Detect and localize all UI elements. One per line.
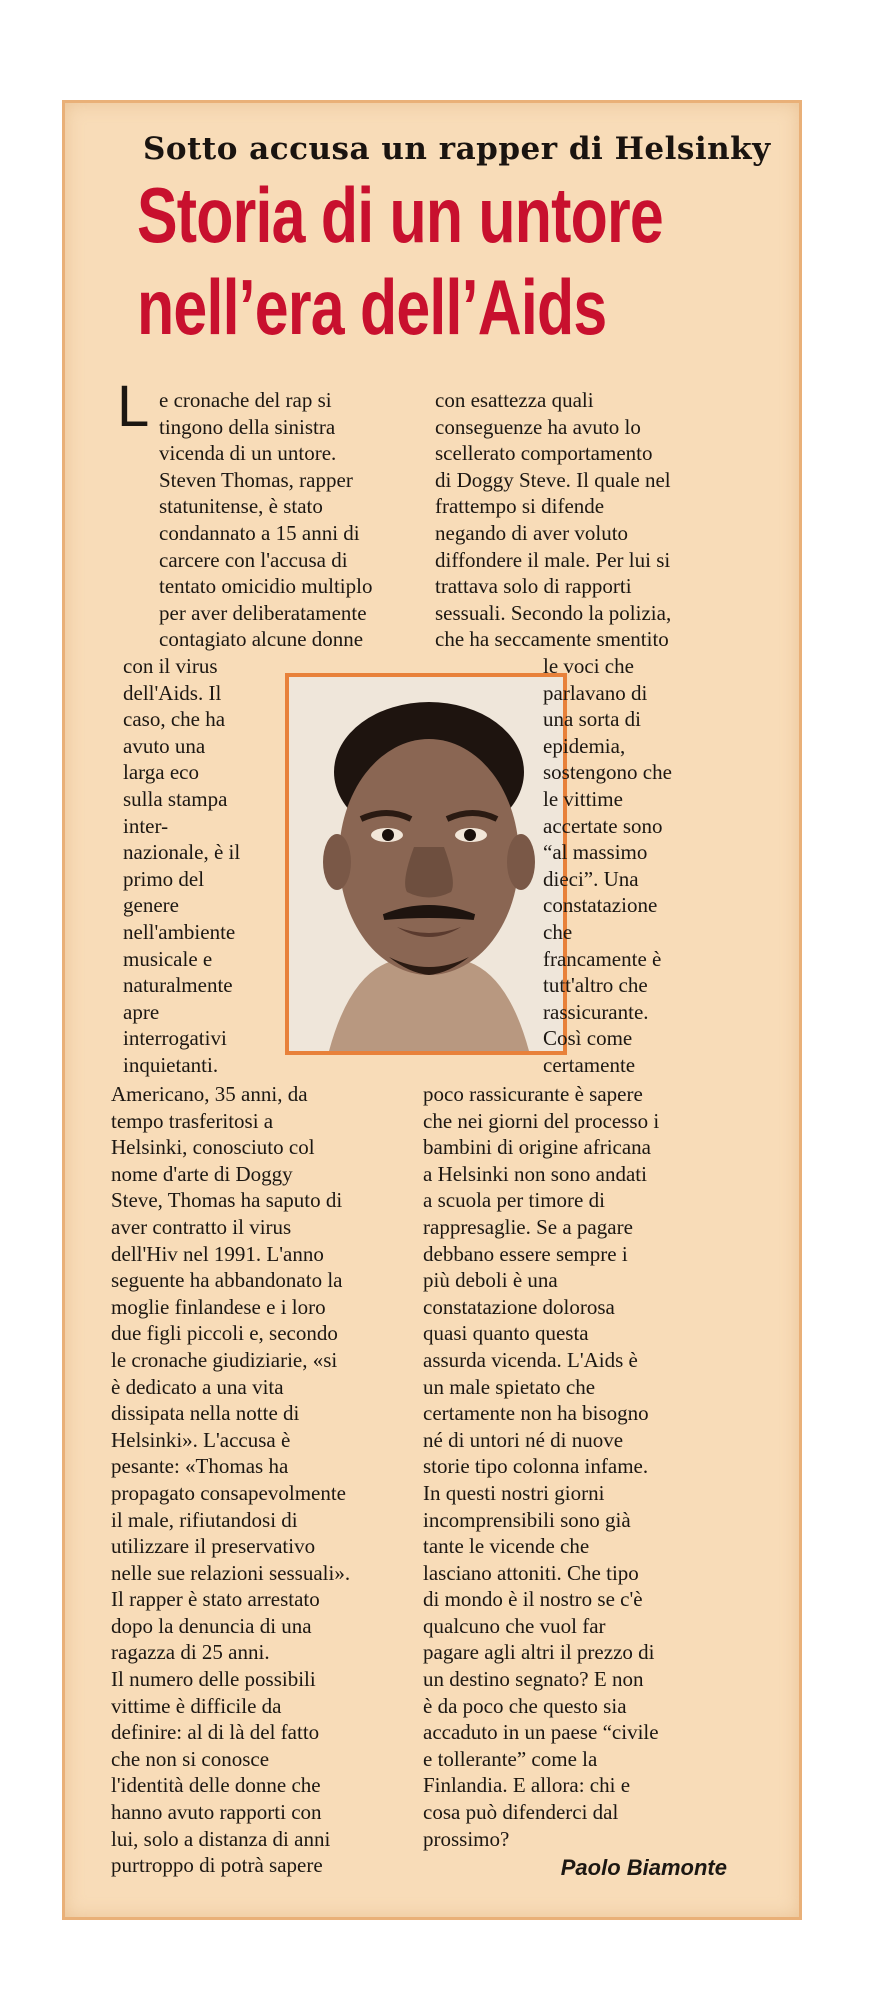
text-line: negando di aver voluto: [435, 520, 629, 545]
text-line: seguente ha abbandonato la: [111, 1268, 343, 1293]
text-line: sessuali. Secondo la polizia,: [435, 600, 672, 625]
text-line: apre: [123, 999, 160, 1024]
text-line: carcere con l'accusa di: [159, 547, 348, 572]
text-line: constatazione dolorosa: [423, 1294, 615, 1319]
text-line: debbano essere sempre i: [423, 1241, 628, 1266]
text-line: definire: al di là del fatto: [111, 1720, 320, 1745]
text-line: qualcuno che vuol far: [423, 1613, 606, 1638]
text-line: dell'Hiv nel 1991. L'anno: [111, 1241, 324, 1266]
text-line: lui, solo a distanza di anni: [111, 1826, 331, 1851]
text-line: frattempo si difende: [435, 494, 605, 519]
text-line: caso, che ha: [123, 707, 226, 732]
text-line: hanno avuto rapporti con: [111, 1800, 322, 1825]
text-line: due figli piccoli e, secondo: [111, 1321, 338, 1346]
text-line: e cronache del rap si: [159, 388, 332, 412]
text-line: In questi nostri giorni: [423, 1480, 605, 1505]
text-line: inquietanti.: [123, 1052, 219, 1077]
text-line: una sorta di: [543, 707, 641, 732]
text-line: tingono della sinistra: [159, 414, 336, 439]
text-line: dieci”. Una: [543, 866, 639, 891]
text-line: che non si conosce: [111, 1746, 270, 1771]
text-line: Il numero delle possibili: [111, 1667, 316, 1692]
column-1-top: [159, 387, 372, 653]
column-2-bottom: [423, 1081, 659, 1852]
text-line: purtroppo di potrà sapere: [111, 1853, 323, 1878]
text-line: il male, rifiutandosi di: [111, 1507, 298, 1532]
text-line: con esattezza quali: [435, 388, 594, 412]
text-line: “al massimo: [543, 840, 648, 865]
text-line: musicale e: [123, 946, 213, 971]
text-line: naturalmente: [123, 973, 233, 998]
text-line: certamente non ha bisogno: [423, 1401, 649, 1426]
text-line: Finlandia. E allora: chi e: [423, 1773, 631, 1798]
text-line: nazionale, è il: [123, 840, 241, 865]
text-line: né di untori né di nuove: [423, 1427, 624, 1452]
headline-line-2: nell’era dell’Aids: [137, 263, 607, 351]
text-line: dell'Aids. Il: [123, 680, 222, 705]
text-line: vittime è difficile da: [111, 1693, 282, 1718]
text-line: tutt'altro che: [543, 973, 648, 998]
text-line: nelle sue relazioni sessuali».: [111, 1560, 351, 1585]
text-line: tempo trasferitosi a: [111, 1108, 274, 1133]
text-line: le vittime: [543, 786, 623, 811]
text-line: per aver deliberatamente: [159, 600, 367, 625]
text-line: è da poco che questo sia: [423, 1693, 627, 1718]
text-line: che: [543, 919, 573, 944]
text-line: e tollerante” come la: [423, 1746, 598, 1771]
text-line: di Doggy Steve. Il quale nel: [435, 467, 671, 492]
text-line: con il virus: [123, 654, 218, 678]
text-line: lasciano attoniti. Che tipo: [423, 1560, 639, 1585]
text-line: più deboli è una: [423, 1268, 558, 1293]
text-line: conseguenze ha avuto lo: [435, 414, 641, 439]
text-line: pesante: «Thomas ha: [111, 1454, 289, 1479]
column-1-narrow: [123, 653, 240, 1079]
text-line: di mondo è il nostro se c'è: [423, 1587, 643, 1612]
text-line: nome d'arte di Doggy: [111, 1161, 293, 1186]
text-line: nell'ambiente: [123, 919, 236, 944]
text-line: trattava solo di rapporti: [435, 574, 632, 599]
text-line: assurda vicenda. L'Aids è: [423, 1347, 638, 1372]
text-line: constatazione: [543, 893, 658, 918]
text-line: l'identità delle donne che: [111, 1773, 321, 1798]
text-line: Americano, 35 anni, da: [111, 1082, 308, 1106]
text-line: tante le vicende che: [423, 1534, 590, 1559]
text-line: quasi quanto questa: [423, 1321, 589, 1346]
article-headline: [137, 169, 663, 353]
text-line: parlavano di: [543, 680, 648, 705]
column-2-narrow: [543, 653, 672, 1079]
text-line: condannato a 15 anni di: [159, 520, 360, 545]
text-line: avuto una: [123, 733, 206, 758]
text-line: sostengono che: [543, 760, 672, 785]
article-kicker: Sotto accusa un rapper di Helsinky: [143, 131, 771, 167]
text-line: Helsinki, conosciuto col: [111, 1135, 315, 1160]
text-line: primo del: [123, 866, 205, 891]
rapper-portrait-photo: [285, 673, 567, 1055]
headline-line-1: Storia di un untore: [137, 171, 663, 259]
text-line: statunitense, è stato: [159, 494, 323, 519]
text-line: genere: [123, 893, 179, 918]
text-line: epidemia,: [543, 733, 626, 758]
text-line: francamente è: [543, 946, 662, 971]
text-line: interrogativi: [123, 1026, 227, 1051]
portrait-icon: [289, 677, 563, 1051]
text-line: è dedicato a una vita: [111, 1374, 284, 1399]
text-line: che ha seccamente smentito: [435, 627, 669, 652]
text-line: incomprensibili sono già: [423, 1507, 631, 1532]
text-line: poco rassicurante è sapere: [423, 1082, 643, 1106]
column-2-top: [435, 387, 671, 653]
text-line: utilizzare il preservativo: [111, 1534, 316, 1559]
text-line: diffondere il male. Per lui si: [435, 547, 671, 572]
text-line: larga eco: [123, 760, 199, 785]
text-line: le cronache giudiziarie, «si: [111, 1347, 338, 1372]
text-line: Così come: [543, 1026, 633, 1051]
text-line: rappresaglie. Se a pagare: [423, 1214, 633, 1239]
text-line: scellerato comportamento: [435, 441, 653, 466]
text-line: a scuola per timore di: [423, 1188, 605, 1213]
article-byline: Paolo Biamonte: [560, 1855, 727, 1880]
text-line: bambini di origine africana: [423, 1135, 651, 1160]
drop-cap: L: [117, 374, 150, 439]
text-line: vicenda di un untore.: [159, 441, 337, 466]
text-line: pagare agli altri il prezzo di: [423, 1640, 655, 1665]
text-line: dissipata nella notte di: [111, 1401, 300, 1426]
text-line: prossimo?: [423, 1826, 510, 1851]
text-line: le voci che: [543, 654, 634, 678]
text-line: accertate sono: [543, 813, 663, 838]
text-line: storie tipo colonna infame.: [423, 1454, 649, 1479]
text-line: ragazza di 25 anni.: [111, 1640, 270, 1665]
text-line: dopo la denuncia di una: [111, 1613, 312, 1638]
text-line: Helsinki». L'accusa è: [111, 1427, 291, 1452]
text-line: Steve, Thomas ha saputo di: [111, 1188, 343, 1213]
column-1-bottom: [111, 1081, 350, 1879]
text-line: contagiato alcune donne: [159, 627, 364, 652]
text-line: tentato omicidio multiplo: [159, 574, 373, 599]
text-line: propagato consapevolmente: [111, 1480, 346, 1505]
text-line: sulla stampa: [123, 786, 228, 811]
text-line: cosa può difenderci dal: [423, 1800, 619, 1825]
text-line: Il rapper è stato arrestato: [111, 1587, 320, 1612]
text-line: rassicurante.: [543, 999, 649, 1024]
text-line: aver contratto il virus: [111, 1214, 292, 1239]
text-line: a Helsinki non sono andati: [423, 1161, 647, 1186]
text-line: che nei giorni del processo i: [423, 1108, 660, 1133]
text-line: Steven Thomas, rapper: [159, 467, 353, 492]
text-line: un destino segnato? E non: [423, 1667, 644, 1692]
text-line: un male spietato che: [423, 1374, 596, 1399]
text-line: accaduto in un paese “civile: [423, 1720, 659, 1745]
text-line: inter-: [123, 813, 169, 838]
text-line: certamente: [543, 1052, 636, 1077]
text-line: moglie finlandese e i loro: [111, 1294, 326, 1319]
newspaper-clipping: [62, 100, 802, 1920]
